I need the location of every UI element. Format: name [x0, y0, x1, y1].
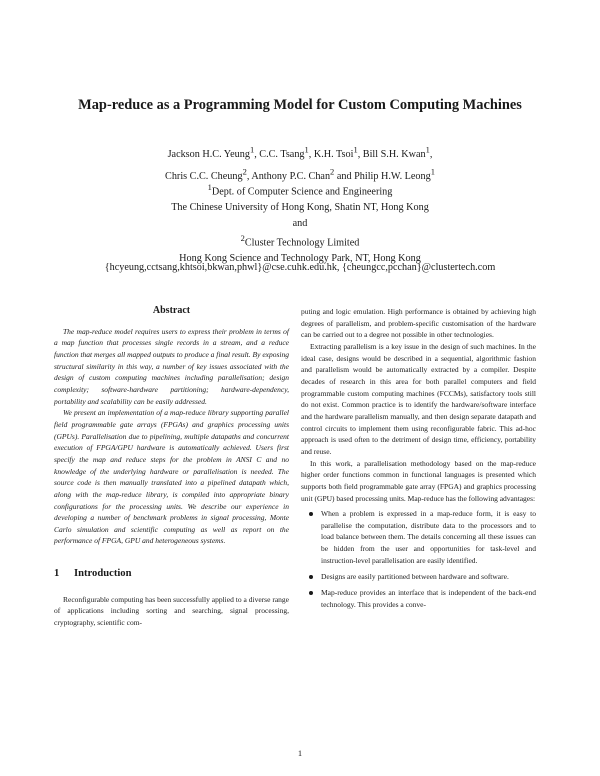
author: Chris C.C. Cheung$^2$,: [165, 166, 252, 182]
page-number: 1: [297, 748, 303, 758]
list-item: Designs are easily partitioned between hardware and software.: [301, 571, 536, 583]
affiliation-2-company: $^2$Cluster Technology Limited: [240, 233, 360, 249]
author-emails: {hcyeung,cctsang,khtsoi,bkwan,phwl}@cse.cuhk.edu.hk, {cheungcc,pcchan}@clustertech.com: [104, 262, 496, 273]
author-list: [0, 142, 600, 185]
abstract-paragraph-1: The map-reduce model requires users to express their problem in terms of a map function that processes single records in a stream, and a reduce function that merges all mapped outputs to produce a final result. By exposing structural similarity in this way, a number of key issues associated with the design of custom computing machines including parallelisation; design complexity; software-hardware partitioning; hardware-dependency, portability and scalability can be easily addressed.: [54, 326, 289, 406]
intro-paragraph-3: In this work, a parallelisation methodology based on the map-reduce higher order functions common in functional languages is presented which supports both field programmable gate array (FPGA) and graphics processing unit (GPU) based processing units. Map-reduce has the following advantages:: [301, 458, 536, 503]
bullet-icon: [309, 512, 313, 516]
affiliation-2-address: Hong Kong Science and Technology Park, NT, Hong Kong: [179, 253, 421, 265]
author: Philip H.W. Leong$^1$: [354, 166, 435, 182]
affiliation-1-dept: $^1$Dept. of Computer Science and Engineering: [207, 182, 393, 198]
left-column: [54, 305, 289, 629]
affiliation-1-university: The Chinese University of Hong Kong, Shatin NT, Hong Kong: [171, 201, 429, 213]
author: Jackson H.C. Yeung$^1$,: [167, 145, 260, 161]
bullet-icon: [309, 591, 313, 595]
author-line-1: [0, 142, 600, 163]
intro-paragraph-continued: puting and logic emulation. High performance is obtained by achieving high degrees of parallelism, and problem-specific customisation of the hardware can be carried out to a degree not possible in other technologies.: [301, 307, 536, 340]
author: Anthony P.C. Chan$^2$ and: [251, 166, 355, 182]
affiliation-and: and: [292, 217, 308, 229]
author: Bill S.H. Kwan$^1$,: [362, 145, 433, 161]
advantages-list: [301, 508, 536, 610]
affiliations: [0, 180, 600, 267]
list-item: Map-reduce provides an interface that is independent of the back-end technology. This provides a conve-: [301, 587, 536, 610]
right-column: [301, 306, 536, 615]
abstract-paragraph-2: We present an implementation of a map-reduce library supporting parallel field programmable gate arrays (FPGAs) and graphics processing units (GPUs). Parallelisation due to pipelining, multiple datapaths and concurrent execution of FPGA/GPU hardware is automatically achieved. Users first specify the map and reduce steps for the problem in ANSI C and no knowledge of the underlying hardware or parallelisation is needed. The source code is then manually translated into a pipelined datapath which, along with the map-reduce library, is compiled into appropriate binary configurations for the processing units. We describe our experience in developing a number of benchmark problems in signal processing, Monte Carlo simulation and scientific computing as well as report on the performance of FPGA, GPU and heterogeneous systems.: [54, 408, 289, 546]
author: C.C. Tsang$^1$,: [259, 145, 314, 161]
abstract-heading: Abstract: [152, 305, 191, 316]
intro-paragraph-2: Extracting parallelism is a key issue in the design of such machines. In the ideal case, designs would be described in a sequential, algorithmic fashion and parallelism would be automatically extracted by a compiler. Despite decades of research in this area for both parallel computers and field programmable custom computing machines (FCCMs), satisfactory tools still do not exist. Common practice is to identify the hardware/software interface and the hardware parallelism manually, and then design separate datapath and control circuits to implement them using reconfigurable fabric. This ad-hoc approach is used often to the detriment of design time, efficiency, portability and reuse.: [301, 341, 536, 456]
intro-paragraph-1: Reconfigurable computing has been successfully applied to a diverse range of applications including sorting and searching, signal processing, cryptography, scientific com-: [54, 594, 289, 628]
paper-title: Map-reduce as a Programming Model for Custom Computing Machines: [78, 97, 522, 113]
bullet-icon: [309, 575, 313, 579]
author: K.H. Tsoi$^1$,: [313, 145, 363, 161]
section-heading-introduction: 1 Introduction: [54, 568, 132, 580]
list-item: When a problem is expressed in a map-reduce form, it is easy to parallelise the computation, distribute data to the processors and to load balance between them. The details concerning all these issues can be hidden from the user and opportunities for task-level and instruction-level parallelisation are easily identified.: [301, 508, 536, 566]
